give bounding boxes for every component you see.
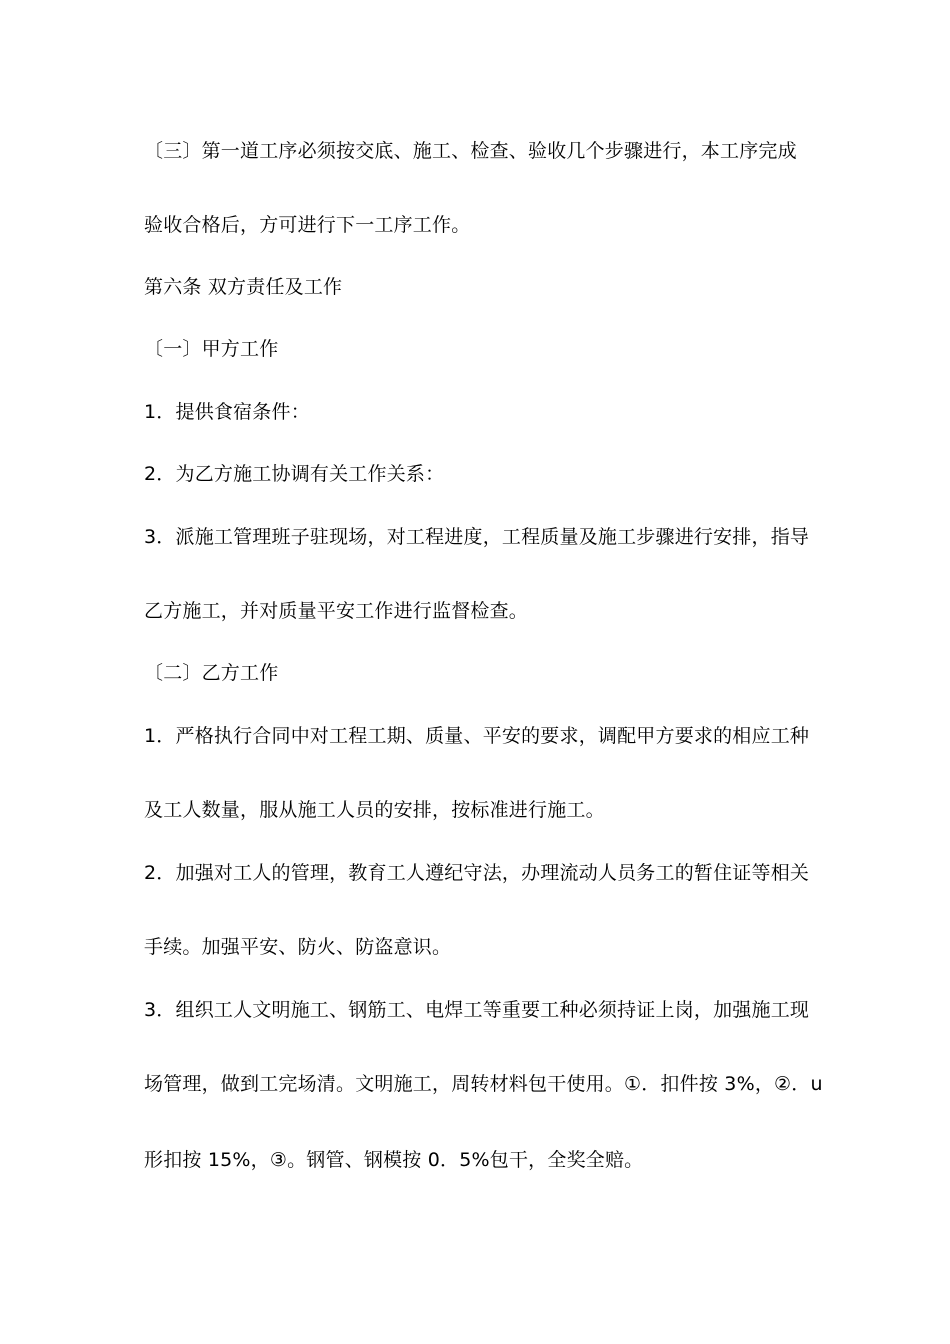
paragraph-line: 形扣按 15%，③。钢管、钢模按 0．5%包干，全奖全赔。 <box>144 1149 644 1171</box>
paragraph-line: 场管理，做到工完场清。文明施工，周转材料包干使用。①．扣件按 3%，②．u <box>144 1073 823 1095</box>
paragraph-line: 乙方施工，并对质量平安工作进行监督检查。 <box>144 600 529 622</box>
subsection-heading: 〔二〕乙方工作 <box>144 662 279 684</box>
list-item: 1．提供食宿条件： <box>144 401 310 423</box>
paragraph-line: 验收合格后，方可进行下一工序工作。 <box>144 214 471 236</box>
section-heading: 第六条 双方责任及工作 <box>144 276 343 298</box>
paragraph-line: 手续。加强平安、防火、防盗意识。 <box>144 936 452 958</box>
list-item: 3．派施工管理班子驻现场，对工程进度，工程质量及施工步骤进行安排，指导 <box>144 526 810 548</box>
paragraph-line: 及工人数量，服从施工人员的安排，按标准进行施工。 <box>144 799 605 821</box>
list-item: 1．严格执行合同中对工程工期、质量、平安的要求，调配甲方要求的相应工种 <box>144 725 810 747</box>
list-item: 2．为乙方施工协调有关工作关系： <box>144 463 445 485</box>
list-item: 2．加强对工人的管理，教育工人遵纪守法，办理流动人员务工的暂住证等相关 <box>144 862 810 884</box>
subsection-heading: 〔一〕甲方工作 <box>144 338 279 360</box>
paragraph-line: 〔三〕第一道工序必须按交底、施工、检查、验收几个步骤进行，本工序完成 <box>144 140 797 162</box>
list-item: 3．组织工人文明施工、钢筋工、电焊工等重要工种必须持证上岗，加强施工现 <box>144 999 810 1021</box>
